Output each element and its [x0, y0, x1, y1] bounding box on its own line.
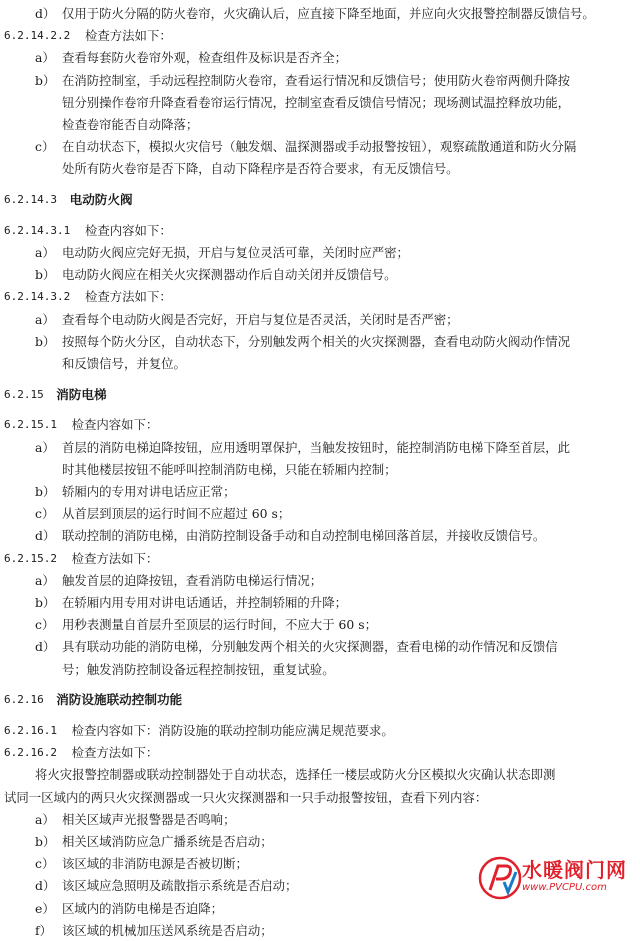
paragraph-text: 将火灾报警控制器或联动控制器处于自动状态，选择任一楼层或防火分区模拟火灾确认状态即测 — [35, 767, 556, 783]
clause-number: 6.2.16.2 — [4, 746, 57, 760]
list-item — [0, 921, 640, 941]
clause-text: 检查内容如下：消防设施的联动控制功能应满足规范要求。 — [71, 723, 394, 738]
list-item-text: 轿厢内的专用对讲电话应正常； — [62, 484, 236, 499]
list-item-text: 检查卷帘能否自动降落； — [62, 117, 199, 132]
clause-text: 检查方法如下： — [85, 28, 172, 44]
list-item — [0, 48, 640, 68]
list-item-text: 号；触发消防控制设备远程控制按钮，重复试验。 — [62, 661, 335, 677]
clause — [0, 721, 640, 741]
list-item — [0, 810, 640, 830]
list-item-text: 钮分别操作卷帘升降查看卷帘运行情况，控制室查看反馈信号情况；现场测试温控释放功能， — [62, 94, 571, 110]
watermark-url: www.PVCPU.com — [522, 882, 607, 893]
list-item — [0, 571, 640, 591]
list-item — [0, 137, 640, 157]
clause-number: 6.2.15 — [4, 387, 44, 401]
clause-text: 检查内容如下： — [71, 417, 159, 433]
list-item-label: a） — [35, 811, 55, 827]
list-item-text: 在自动状态下，模拟火灾信号（触发烟、温探测器或手动报警按钮），观察疏散通道和防火分隔 — [62, 139, 577, 155]
list-item-text: 该区域的非消防电源是否被切断； — [62, 856, 248, 872]
list-item-label: b） — [35, 333, 56, 349]
clause-text: 检查方法如下： — [71, 550, 159, 566]
list-item-label: a） — [35, 311, 55, 327]
list-item — [0, 71, 640, 91]
list-item-text: 具有联动功能的消防电梯，分别触发两个相关的火灾探测器，查看电梯的动作情况和反馈信 — [62, 639, 558, 655]
list-item-label: d） — [35, 878, 56, 894]
list-item — [0, 482, 640, 502]
list-item-label: c） — [35, 139, 55, 155]
list-item-text: 电动防火阀应完好无损，开启与复位灵活可靠，关闭时应严密； — [62, 245, 409, 260]
list-item-continuation — [0, 159, 640, 179]
list-item — [0, 593, 640, 613]
list-item-label: b） — [35, 834, 56, 849]
section-title: 电动防火阀 — [69, 192, 133, 208]
list-item-label: b） — [35, 484, 56, 499]
list-item-text: 在轿厢内用专用对讲电话通话，并控制轿厢的升降； — [62, 595, 347, 610]
list-item-label: b） — [35, 267, 56, 283]
list-item — [0, 615, 640, 635]
list-item-label: b） — [35, 72, 56, 88]
clause — [0, 743, 640, 763]
list-item-label: d） — [35, 6, 56, 21]
clause-number: 6.2.14.3.2 — [4, 290, 71, 304]
list-item — [0, 504, 640, 524]
watermark-brand: 水暖阀门网 — [522, 858, 627, 882]
list-item-label: d） — [35, 528, 56, 544]
list-item — [0, 526, 640, 546]
list-item — [0, 265, 640, 285]
list-item-text: 处所有防火卷帘是否下降，自动下降程序是否符合要求，有无反馈信号。 — [62, 161, 459, 177]
clause — [0, 26, 640, 46]
pv-logo-icon — [478, 852, 522, 900]
list-item — [0, 332, 640, 352]
list-item-text: 相关区域声光报警器是否鸣响； — [62, 811, 236, 827]
paragraph — [0, 765, 640, 785]
list-item-text: 查看每套防火卷帘外观，检查组件及标识是否齐全； — [62, 50, 347, 66]
list-item-text: 用秒表测量自首层升至顶层的运行时间，不应大于 60 s； — [62, 617, 377, 633]
list-item-text: 电动防火阀应在相关火灾探测器动作后自动关闭并反馈信号。 — [62, 267, 397, 283]
list-item-text: 在消防控制室，手动远程控制防火卷帘，查看运行情况和反馈信号；使用防火卷帘两侧升降按 — [62, 72, 571, 88]
list-item-text: 区域内的消防电梯是否迫降； — [62, 900, 224, 916]
list-item-text: 相关区域消防应急广播系统是否启动； — [62, 834, 273, 849]
list-item-text: 首层的消防电梯迫降按钮，应用透明罩保护，当触发按钮时，能控制消防电梯下降至首层，此 — [62, 439, 571, 455]
paragraph-text: 试同一区域内的两只火灾探测器或一只火灾探测器和一只手动报警按钮，查看下列内容： — [4, 789, 488, 805]
list-item-text: 时其他楼层按钮不能呼叫控制消防电梯，只能在轿厢内控制； — [62, 461, 397, 477]
list-item-continuation — [0, 460, 640, 480]
clause-number: 6.2.16 — [4, 693, 44, 707]
watermark — [478, 852, 638, 904]
clause-number: 6.2.15.1 — [4, 418, 57, 432]
list-item-label: c） — [35, 506, 55, 522]
clause — [0, 415, 640, 435]
list-item-continuation — [0, 660, 640, 680]
list-item-label: b） — [35, 595, 56, 610]
clause-text: 检查内容如下： — [85, 222, 172, 238]
list-item-continuation — [0, 115, 640, 135]
section-title: 消防电梯 — [56, 386, 107, 402]
clause — [0, 549, 640, 569]
list-item-label: a） — [35, 439, 55, 455]
list-item-text: 该区域应急照明及疏散指示系统是否启动； — [62, 878, 298, 894]
section-heading — [0, 385, 640, 405]
section-heading — [0, 690, 640, 710]
list-item-continuation — [0, 93, 640, 113]
list-item-text: 和反馈信号，并复位。 — [62, 356, 186, 371]
list-item — [0, 832, 640, 852]
clause-text: 检查方法如下： — [85, 289, 172, 305]
list-item — [0, 310, 640, 330]
list-item-text: 查看每个电动防火阀是否完好，开启与复位是否灵活，关闭时是否严密； — [62, 311, 459, 327]
list-item — [0, 637, 640, 657]
list-item — [0, 438, 640, 458]
list-item-text: 该区域的机械加压送风系统是否启动； — [62, 922, 273, 938]
clause — [0, 221, 640, 241]
list-item-text: 按照每个防火分区，自动状态下，分别触发两个相关的火灾探测器，查看电动防火阀动作情况 — [62, 333, 571, 349]
list-item — [0, 243, 640, 263]
list-item-text: 联动控制的消防电梯，由消防控制设备手动和自动控制电梯回落首层，并接收反馈信号。 — [62, 528, 546, 544]
clause-text: 检查方法如下： — [71, 745, 159, 761]
list-item-label: a） — [35, 50, 55, 66]
clause-number: 6.2.15.2 — [4, 551, 57, 565]
list-item-label: e） — [35, 900, 55, 916]
section-title: 消防设施联动控制功能 — [56, 692, 183, 708]
list-item-label: c） — [35, 856, 55, 872]
clause-number: 6.2.14.2.2 — [4, 29, 71, 43]
list-item — [0, 4, 640, 24]
paragraph-continuation — [0, 788, 640, 808]
list-item-text: 触发首层的迫降按钮，查看消防电梯运行情况； — [62, 572, 323, 588]
clause-number: 6.2.14.3.1 — [4, 223, 71, 237]
list-item-continuation — [0, 354, 640, 374]
list-item-label: a） — [35, 245, 55, 260]
clause — [0, 287, 640, 307]
list-item-label: a） — [35, 572, 55, 588]
clause-number: 6.2.16.1 — [4, 724, 57, 737]
list-item-text: 从首层到顶层的运行时间不应超过 60 s； — [62, 506, 291, 522]
list-item-label: d） — [35, 639, 56, 655]
list-item-label: c） — [35, 617, 55, 633]
list-item-text: 仅用于防火分隔的防火卷帘，火灾确认后，应直接下降至地面，并应向火灾报警控制器反馈信号。 — [62, 6, 595, 21]
list-item-label: f） — [35, 922, 52, 938]
section-heading — [0, 190, 640, 210]
clause-number: 6.2.14.3 — [4, 193, 57, 207]
